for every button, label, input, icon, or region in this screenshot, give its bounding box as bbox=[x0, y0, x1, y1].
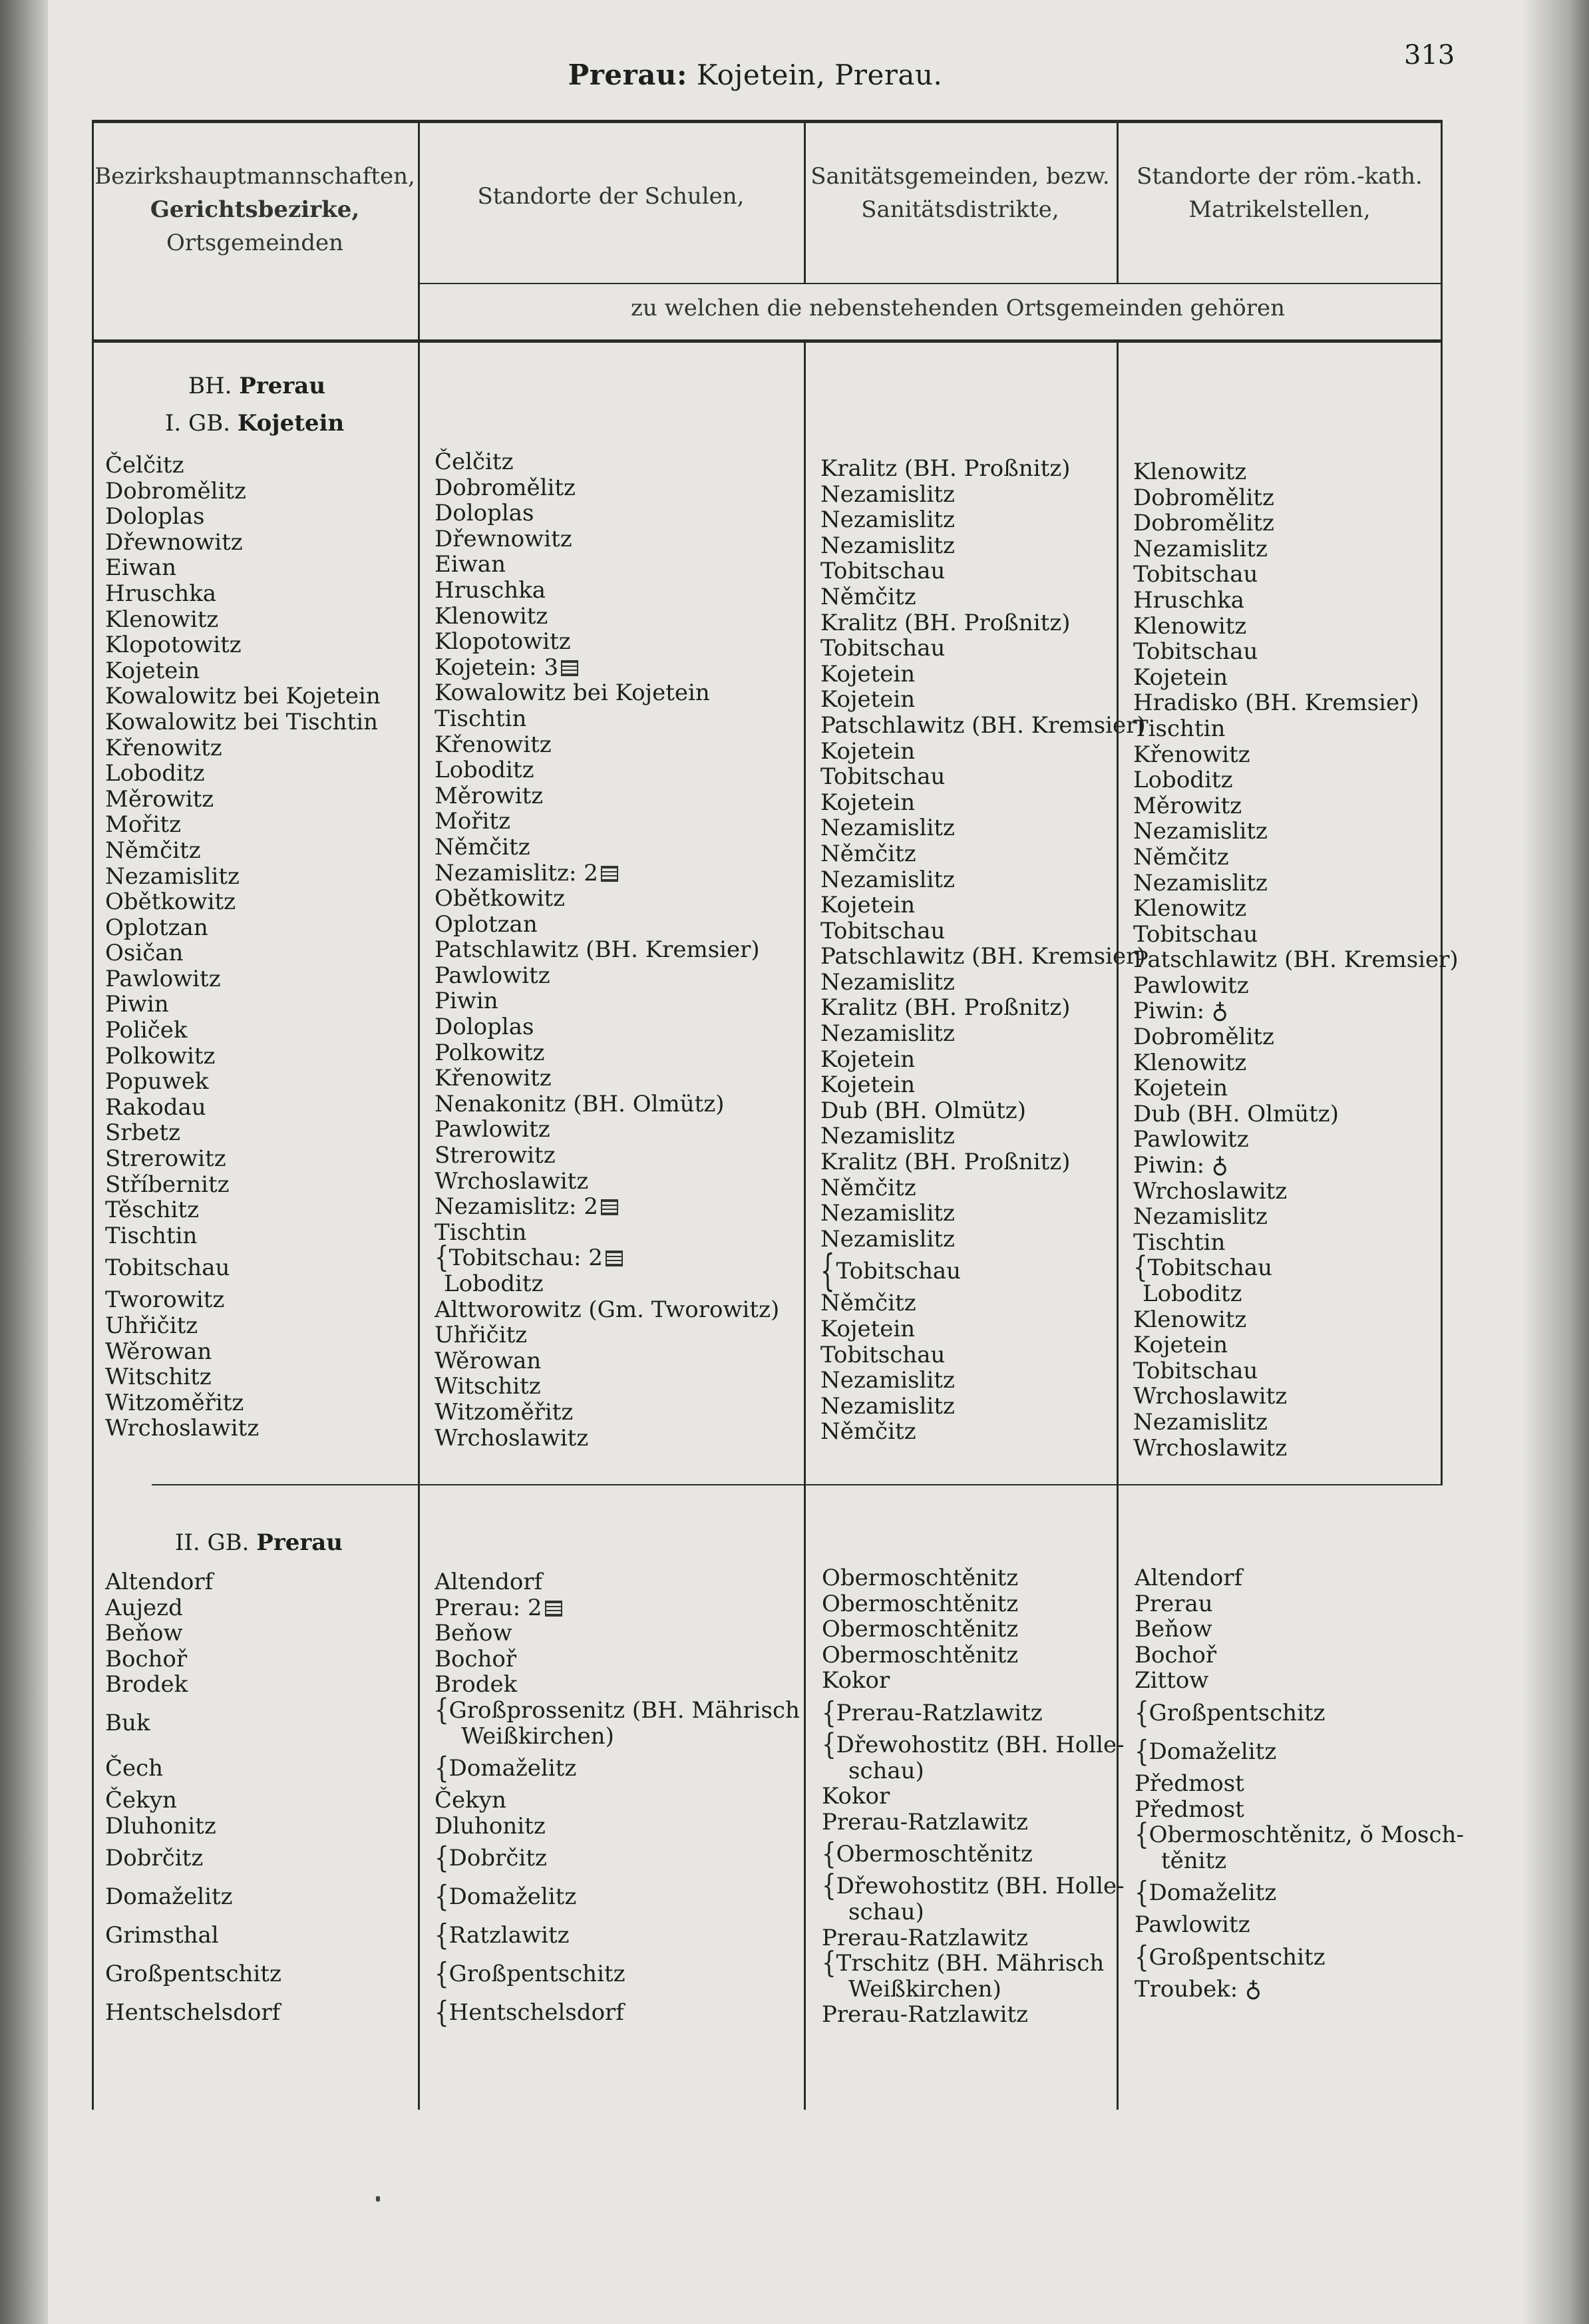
schule-entry: Wrchoslawitz bbox=[435, 1424, 589, 1452]
gemeinde-entry: Nezamislitz bbox=[105, 863, 240, 890]
matrikel-entry: Troubek: ♁ bbox=[1135, 1975, 1262, 2003]
section1-col-matrikel bbox=[1133, 459, 1459, 1461]
header-col4-line1: Standorte der röm.-kath. bbox=[1137, 163, 1423, 190]
gemeinde-entry: Tischtin bbox=[105, 1222, 198, 1249]
header-col-sanitaet bbox=[804, 160, 1117, 226]
schule-entry: Nenakonitz (BH. Olmütz) bbox=[435, 1090, 725, 1117]
header-note-rule bbox=[418, 283, 1443, 284]
schule-entry: Patschlawitz (BH. Kremsier) bbox=[435, 936, 760, 964]
schule-entry: Kojetein: 3 bbox=[435, 655, 779, 681]
school-icon bbox=[545, 1601, 562, 1617]
schule-entry: Weißkirchen) bbox=[461, 1722, 614, 1750]
sanitaet-entry: Obermoschtěnitz bbox=[822, 1565, 1019, 1591]
matrikel-entry: Nezamislitz bbox=[1133, 1408, 1268, 1436]
sanitaet-entry: {Trschitz (BH. Mährisch bbox=[822, 1946, 1105, 1981]
matrikel-entry: Němčitz bbox=[1133, 843, 1229, 871]
brace-mark: { bbox=[1135, 1939, 1149, 1975]
running-head bbox=[0, 59, 1510, 91]
schule-entry: Witschitz bbox=[435, 1373, 541, 1400]
school-icon bbox=[561, 660, 578, 676]
sanitaet-entry: Nezamislitz bbox=[820, 506, 955, 534]
sanitaet-entry: Tobitschau bbox=[820, 558, 946, 585]
sanitaet-entry: {Obermoschtěnitz bbox=[822, 1835, 1125, 1873]
matrikel-entry: Patschlawitz (BH. Kremsier) bbox=[1133, 946, 1459, 974]
table-left-rule bbox=[92, 120, 94, 2110]
brace-mark: { bbox=[1135, 1818, 1149, 1853]
matrikel-entry: Klenowitz bbox=[1133, 895, 1247, 922]
section-divider-2 bbox=[418, 1484, 1443, 1485]
matrikel-entry: Prerau bbox=[1135, 1590, 1213, 1617]
sanitaet-entry: Prerau-Ratzlawitz bbox=[822, 1808, 1029, 1836]
gemeinde-entry: Wěrowan bbox=[105, 1338, 212, 1365]
sanitaet-entry: Obermoschtěnitz bbox=[822, 1590, 1019, 1617]
sanitaet-entry: Weißkirchen) bbox=[848, 1975, 1001, 2003]
matrikel-entry: Tobitschau bbox=[1133, 920, 1258, 948]
sanitaet-entry: Kojetein bbox=[820, 1046, 916, 1073]
matrikel-entry: Bochoř bbox=[1135, 1641, 1217, 1668]
section1-gb-name: Kojetein bbox=[237, 410, 345, 437]
schule-entry: Nezamislitz: 2 bbox=[435, 861, 779, 886]
schule-entry: Wrchoslawitz bbox=[435, 1167, 589, 1195]
schule-entry: Křenowitz bbox=[435, 1065, 552, 1092]
sanitaet-entry: {Dřewohostitz (BH. Holle- bbox=[822, 1727, 1125, 1762]
gemeinde-entry: Kowalowitz bei Tischtin bbox=[105, 708, 378, 735]
sanitaet-entry: Nezamislitz bbox=[820, 1123, 955, 1150]
matrikel-entry: Piwin: ♁ bbox=[1133, 1152, 1228, 1179]
brace-mark: { bbox=[435, 1692, 449, 1728]
sanitaet-entry: Nezamislitz bbox=[820, 968, 955, 996]
sanitaet-entry: Kokor bbox=[822, 1783, 890, 1810]
matrikel-entry: Hruschka bbox=[1133, 586, 1245, 614]
schule-entry: Alttworowitz (Gm. Tworowitz) bbox=[435, 1296, 780, 1323]
brace-mark: { bbox=[822, 1946, 836, 1981]
brace-mark: { bbox=[435, 1241, 449, 1276]
schule-entry: Witzoměřitz bbox=[435, 1398, 574, 1426]
schule-entry-group bbox=[435, 1692, 800, 1750]
gemeinde-entry: Těschitz bbox=[105, 1197, 199, 1224]
gemeinde-entry: Hentschelsdorf bbox=[105, 1999, 281, 2027]
schule-entry: Čekyn bbox=[435, 1787, 506, 1814]
gemeinde-entry: Kowalowitz bei Kojetein bbox=[105, 683, 381, 710]
header-col-matrikel bbox=[1117, 160, 1443, 226]
page-number: 313 bbox=[1404, 40, 1455, 71]
schule-entry: Obětkowitz bbox=[435, 885, 566, 912]
matrikel-entry: Tobitschau bbox=[1133, 1357, 1258, 1384]
schule-entry: Beňow bbox=[435, 1620, 512, 1647]
sanitaet-entry: Nezamislitz bbox=[820, 1020, 955, 1048]
sanitaet-entry: Tobitschau bbox=[820, 1341, 946, 1368]
matrikel-entry: Zittow bbox=[1135, 1667, 1209, 1694]
brace-mark: { bbox=[820, 1246, 835, 1297]
matrikel-entry: Loboditz bbox=[1133, 767, 1233, 794]
gemeinde-entry: Klopotowitz bbox=[105, 632, 242, 659]
matrikel-entry: Klenowitz bbox=[1133, 1306, 1247, 1333]
matrikel-entry: Nezamislitz bbox=[1133, 1203, 1268, 1231]
table-top-rule bbox=[92, 120, 1443, 123]
gemeinde-entry: Čech bbox=[105, 1754, 164, 1782]
sanitaet-entry: Kralitz (BH. Proßnitz) bbox=[820, 609, 1071, 636]
sanitaet-entry: Prerau-Ratzlawitz bbox=[822, 2001, 1029, 2029]
sanitaet-entry: Nezamislitz bbox=[820, 532, 955, 559]
print-speck bbox=[376, 2196, 380, 2202]
schule-entry: Mořitz bbox=[435, 808, 510, 835]
gemeinde-entry: Popuwek bbox=[105, 1068, 209, 1095]
header-note: zu welchen die nebenstehenden Ortsgemeinden gehören bbox=[631, 295, 1285, 321]
sanitaet-entry: Němčitz bbox=[820, 1418, 916, 1446]
header-col3-line2: Sanitätsdistrikte, bbox=[861, 196, 1059, 223]
section1-gb-prefix: I. GB. bbox=[165, 410, 230, 437]
schule-entry: Bochoř bbox=[435, 1645, 517, 1672]
gemeinde-entry: Měrowitz bbox=[105, 785, 214, 813]
brace-mark: { bbox=[1135, 1734, 1149, 1769]
gemeinde-entry: Domaželitz bbox=[105, 1883, 233, 1911]
gemeinde-entry: Srbetz bbox=[105, 1119, 181, 1147]
sanitaet-entry: Kralitz (BH. Proßnitz) bbox=[820, 994, 1071, 1022]
sanitaet-entry: Patschlawitz (BH. Kremsier) bbox=[820, 943, 1146, 970]
schule-entry: {Großprossenitz (BH. Mährisch bbox=[435, 1692, 800, 1728]
section1-col-sanitaet bbox=[820, 456, 1146, 1445]
section-divider-1 bbox=[152, 1484, 458, 1485]
gemeinde-entry: Polkowitz bbox=[105, 1042, 216, 1069]
matrikel-entry: Tobitschau bbox=[1133, 638, 1258, 666]
matrikel-entry: Hradisko (BH. Kremsier) bbox=[1133, 689, 1419, 717]
schule-entry: Doloplas bbox=[435, 500, 534, 527]
matrikel-entry: {Domaželitz bbox=[1135, 1732, 1464, 1771]
sanitaet-entry: Dub (BH. Olmütz) bbox=[820, 1097, 1026, 1124]
gemeinde-entry: Rakodau bbox=[105, 1093, 206, 1121]
header-col1-line2: Gerichtsbezirke, bbox=[150, 196, 360, 223]
sanitaet-entry: Patschlawitz (BH. Kremsier) bbox=[820, 711, 1146, 739]
matrikel-entry: {Großpentschitz bbox=[1135, 1938, 1464, 1977]
schule-entry: Čelčitz bbox=[435, 449, 514, 475]
gemeinde-entry: Bochoř bbox=[105, 1645, 188, 1672]
gemeinde-entry: Witzoměřitz bbox=[105, 1389, 244, 1416]
schule-entry-group bbox=[435, 1241, 779, 1297]
sanitaet-entry-group bbox=[822, 1727, 1125, 1784]
sanitaet-entry-group bbox=[822, 1869, 1125, 1925]
matrikel-entry: Pawlowitz bbox=[1133, 972, 1249, 999]
matrikel-entry: Dobromělitz bbox=[1133, 484, 1274, 511]
schule-entry: Klenowitz bbox=[435, 602, 548, 630]
matrikel-entry-group bbox=[1135, 1818, 1464, 1874]
header-col3-line1: Sanitätsgemeinden, bezw. bbox=[810, 163, 1110, 190]
gemeinde-entry: Němčitz bbox=[105, 837, 201, 864]
brace-mark: { bbox=[435, 1751, 449, 1786]
schule-entry: Oplotzan bbox=[435, 910, 538, 938]
sanitaet-entry: Kojetein bbox=[820, 1071, 916, 1099]
gemeinde-entry: Piwin bbox=[105, 991, 169, 1018]
brace-mark: { bbox=[822, 1837, 836, 1872]
matrikel-entry: Wrchoslawitz bbox=[1133, 1177, 1288, 1205]
sanitaet-entry: Kojetein bbox=[820, 1316, 916, 1342]
section2-gb-heading bbox=[175, 1524, 343, 1561]
gemeinde-entry: Buk bbox=[105, 1709, 150, 1736]
gemeinde-entry: Tworowitz bbox=[105, 1286, 225, 1314]
matrikel-entry: Dub (BH. Olmütz) bbox=[1133, 1100, 1339, 1127]
brace-mark: { bbox=[822, 1869, 836, 1904]
section1-bh-prefix: BH. bbox=[188, 373, 232, 399]
matrikel-entry: Klenowitz bbox=[1133, 459, 1247, 485]
brace-mark: { bbox=[1135, 1695, 1149, 1730]
matrikel-entry: Dobromělitz bbox=[1133, 1024, 1274, 1051]
schule-entry: {Domaželitz bbox=[435, 1877, 800, 1916]
sanitaet-entry: Kralitz (BH. Proßnitz) bbox=[820, 1149, 1071, 1176]
sanitaet-entry: {Dřewohostitz (BH. Holle- bbox=[822, 1869, 1125, 1904]
matrikel-entry: Tischtin bbox=[1133, 715, 1226, 742]
sanitaet-entry: Kojetein bbox=[820, 686, 916, 713]
gemeinde-entry: Mořitz bbox=[105, 811, 181, 839]
gemeinde-entry: Strerowitz bbox=[105, 1145, 226, 1173]
schule-entry: {Domaželitz bbox=[435, 1749, 800, 1788]
section1-gb-heading bbox=[165, 405, 344, 442]
schule-entry: Tischtin bbox=[435, 1219, 527, 1246]
sanitaet-entry: Kokor bbox=[822, 1667, 890, 1694]
brace-mark: { bbox=[1135, 1875, 1149, 1911]
schule-entry: Brodek bbox=[435, 1671, 518, 1698]
matrikel-entry: Altendorf bbox=[1135, 1565, 1243, 1591]
gemeinde-entry: Großpentschitz bbox=[105, 1961, 281, 1988]
gemeinde-entry: Loboditz bbox=[105, 760, 205, 787]
schule-entry: {Ratzlawitz bbox=[435, 1916, 800, 1955]
gemeinde-entry: Wrchoslawitz bbox=[105, 1415, 260, 1442]
sanitaet-entry: Nezamislitz bbox=[820, 815, 955, 842]
gemeinde-entry: Osičan bbox=[105, 940, 184, 967]
page-edge-shadow bbox=[1522, 0, 1589, 2324]
schule-entry: Nezamislitz: 2 bbox=[435, 1194, 779, 1220]
sanitaet-entry: schau) bbox=[848, 1757, 924, 1784]
col-rule-2 bbox=[804, 343, 806, 2110]
schule-entry: Loboditz bbox=[435, 757, 534, 784]
schule-entry: Dřewnowitz bbox=[435, 525, 572, 552]
matrikel-entry: Wrchoslawitz bbox=[1133, 1383, 1288, 1410]
sanitaet-entry: Nezamislitz bbox=[820, 1200, 955, 1227]
section1-col-schulen bbox=[435, 449, 779, 1451]
matrikel-entry: Kojetein bbox=[1133, 664, 1228, 691]
col-rule-1 bbox=[418, 120, 420, 2110]
book-binding-edge bbox=[0, 0, 48, 2324]
schule-entry: Hruschka bbox=[435, 576, 546, 604]
matrikel-entry: Předmost bbox=[1135, 1796, 1244, 1823]
matrikel-entry: Pawlowitz bbox=[1133, 1126, 1249, 1153]
gemeinde-entry: Dobromělitz bbox=[105, 477, 246, 504]
gemeinde-entry: Beňow bbox=[105, 1620, 183, 1647]
matrikel-entry: Dobromělitz bbox=[1133, 510, 1274, 537]
schule-entry: Doloplas bbox=[435, 1014, 534, 1041]
sanitaet-entry: Tobitschau bbox=[820, 763, 946, 791]
table-right-rule bbox=[1441, 120, 1443, 343]
gemeinde-entry: Hruschka bbox=[105, 580, 217, 607]
schule-entry: Polkowitz bbox=[435, 1039, 545, 1066]
gemeinde-entry: Uhřičitz bbox=[105, 1312, 198, 1339]
gemeinde-entry: Kojetein bbox=[105, 657, 200, 684]
gemeinde-entry: Doloplas bbox=[105, 503, 205, 530]
schule-entry: Loboditz bbox=[444, 1270, 544, 1297]
gemeinde-entry: Dřewnowitz bbox=[105, 528, 243, 556]
matrikel-entry: Křenowitz bbox=[1133, 741, 1250, 768]
gemeinde-entry: Tobitschau bbox=[105, 1255, 230, 1282]
gemeinde-entry: Brodek bbox=[105, 1671, 188, 1698]
matrikel-entry: těnitz bbox=[1161, 1847, 1227, 1874]
section1-bh-name: Prerau bbox=[239, 373, 326, 399]
sanitaet-entry: schau) bbox=[848, 1898, 924, 1925]
matrikel-entry: Nezamislitz bbox=[1133, 535, 1268, 562]
gemeinde-entry: Poliček bbox=[105, 1017, 188, 1044]
schule-entry: Dobromělitz bbox=[435, 474, 576, 501]
sanitaet-entry: Němčitz bbox=[820, 583, 916, 610]
brace-mark: { bbox=[435, 1957, 449, 1992]
brace-mark: { bbox=[822, 1695, 836, 1730]
schule-entry: Prerau: 2 bbox=[435, 1595, 800, 1621]
matrikel-entry-group bbox=[1133, 1251, 1459, 1307]
section2-col-sanitaet bbox=[822, 1565, 1125, 2028]
sanitaet-entry: Kojetein bbox=[820, 737, 916, 765]
matrikel-entry: Kojetein bbox=[1133, 1075, 1228, 1102]
brace-mark: { bbox=[435, 1995, 449, 2031]
sanitaet-entry: Kralitz (BH. Proßnitz) bbox=[820, 455, 1071, 482]
sanitaet-entry: Obermoschtěnitz bbox=[822, 1641, 1019, 1668]
schule-entry: Klopotowitz bbox=[435, 628, 571, 656]
schule-entry: Měrowitz bbox=[435, 782, 544, 809]
schule-entry: {Tobitschau: 2 bbox=[435, 1245, 779, 1271]
header-col4-line2: Matrikelstellen, bbox=[1188, 196, 1371, 223]
brace-mark: { bbox=[822, 1727, 836, 1762]
brace-mark: { bbox=[435, 1918, 449, 1953]
sanitaet-entry: Kojetein bbox=[820, 892, 916, 919]
schule-entry: Pawlowitz bbox=[435, 962, 550, 989]
matrikel-entry: Klenowitz bbox=[1133, 612, 1247, 640]
matrikel-entry: Piwin: ♁ bbox=[1133, 998, 1228, 1025]
header-col-schulen bbox=[418, 180, 804, 213]
schule-entry: Dluhonitz bbox=[435, 1812, 546, 1840]
gemeinde-entry: Grimsthal bbox=[105, 1922, 219, 1949]
matrikel-entry: Tischtin bbox=[1133, 1229, 1226, 1256]
sanitaet-entry: Tobitschau bbox=[820, 917, 946, 944]
gemeinde-entry: Pawlowitz bbox=[105, 965, 221, 992]
schule-entry: Pawlowitz bbox=[435, 1116, 550, 1143]
sanitaet-entry: Kojetein bbox=[820, 660, 916, 687]
matrikel-entry: Měrowitz bbox=[1133, 792, 1242, 819]
sanitaet-entry: Nezamislitz bbox=[820, 1225, 955, 1253]
matrikel-entry: Nezamislitz bbox=[1133, 869, 1268, 896]
school-icon bbox=[601, 1199, 618, 1215]
matrikel-entry: {Obermoschtěnitz, ŏ Mosch- bbox=[1135, 1818, 1464, 1853]
school-icon bbox=[601, 866, 618, 882]
gemeinde-entry: Čekyn bbox=[105, 1786, 177, 1814]
schule-entry: Strerowitz bbox=[435, 1142, 556, 1169]
sanitaet-entry: Prerau-Ratzlawitz bbox=[822, 1924, 1029, 1951]
schule-entry: {Hentschelsdorf bbox=[435, 1993, 800, 2032]
schule-entry: Piwin bbox=[435, 988, 498, 1015]
matrikel-entry: Předmost bbox=[1135, 1770, 1244, 1797]
schule-entry: {Dobrčitz bbox=[435, 1839, 800, 1877]
section2-gb-prefix: II. GB. bbox=[175, 1529, 250, 1556]
sanitaet-entry: Nezamislitz bbox=[820, 481, 955, 508]
section1-col-gemeinden bbox=[105, 453, 381, 1442]
sanitaet-entry: Nezamislitz bbox=[820, 1367, 955, 1394]
register-table bbox=[92, 120, 1464, 2110]
gemeinde-entry: Dobrčitz bbox=[105, 1845, 204, 1872]
brace-mark: { bbox=[435, 1879, 449, 1915]
gemeinde-entry: Witschitz bbox=[105, 1364, 212, 1391]
schule-entry: Tischtin bbox=[435, 705, 527, 732]
gemeinde-entry: Čelčitz bbox=[105, 452, 184, 479]
matrikel-entry: Pawlowitz bbox=[1135, 1911, 1250, 1939]
sanitaet-entry: Němčitz bbox=[820, 840, 916, 867]
schule-entry: Uhřičitz bbox=[435, 1322, 528, 1349]
brace-mark: { bbox=[435, 1841, 449, 1876]
section2-col-matrikel bbox=[1135, 1565, 1464, 2003]
section2-gb-name: Prerau bbox=[256, 1529, 343, 1556]
matrikel-entry: Tobitschau bbox=[1133, 561, 1258, 588]
sanitaet-entry: {Tobitschau bbox=[820, 1252, 1146, 1290]
gemeinde-entry: Obětkowitz bbox=[105, 888, 236, 916]
gemeinde-entry: Oplotzan bbox=[105, 914, 208, 941]
schule-entry: Kowalowitz bei Kojetein bbox=[435, 679, 710, 707]
matrikel-entry: {Tobitschau bbox=[1133, 1251, 1273, 1286]
matrikel-entry: Beňow bbox=[1135, 1616, 1212, 1643]
matrikel-entry: {Domaželitz bbox=[1135, 1873, 1464, 1912]
schule-entry: Eiwan bbox=[435, 551, 506, 578]
matrikel-entry: {Großpentschitz bbox=[1135, 1694, 1464, 1732]
running-head-rest: Kojetein, Prerau. bbox=[687, 59, 943, 91]
sanitaet-entry: Nezamislitz bbox=[820, 1392, 955, 1420]
header-col1-line3: Ortsgemeinden bbox=[166, 230, 344, 256]
sanitaet-entry: {Prerau-Ratzlawitz bbox=[822, 1694, 1125, 1732]
gemeinde-entry: Dluhonitz bbox=[105, 1812, 216, 1840]
sanitaet-entry: Němčitz bbox=[820, 1174, 916, 1201]
header-col2-line1: Standorte der Schulen, bbox=[477, 183, 745, 210]
school-icon bbox=[606, 1251, 623, 1266]
gemeinde-entry: Eiwan bbox=[105, 554, 176, 582]
section2-col-schulen bbox=[435, 1569, 800, 2032]
header-bottom-rule bbox=[92, 339, 1443, 343]
brace-mark: { bbox=[1133, 1251, 1148, 1286]
matrikel-entry: Wrchoslawitz bbox=[1133, 1434, 1288, 1461]
gemeinde-entry: Altendorf bbox=[105, 1569, 214, 1595]
matrikel-entry: Nezamislitz bbox=[1133, 818, 1268, 845]
matrikel-entry: Loboditz bbox=[1143, 1280, 1242, 1307]
sanitaet-entry-group bbox=[822, 1946, 1125, 2003]
matrikel-entry: Kojetein bbox=[1133, 1332, 1228, 1359]
schule-entry: Altendorf bbox=[435, 1569, 543, 1595]
section2-col-gemeinden bbox=[105, 1569, 281, 2032]
gemeinde-entry: Křenowitz bbox=[105, 734, 222, 761]
sanitaet-entry: Obermoschtěnitz bbox=[822, 1616, 1019, 1643]
sanitaet-entry: Tobitschau bbox=[820, 635, 946, 662]
schule-entry: {Großpentschitz bbox=[435, 1955, 800, 1993]
schule-entry: Němčitz bbox=[435, 833, 530, 861]
sanitaet-entry: Němčitz bbox=[820, 1290, 916, 1317]
sanitaet-entry: Kojetein bbox=[820, 789, 916, 816]
gemeinde-entry: Stříbernitz bbox=[105, 1171, 230, 1198]
sanitaet-entry: Nezamislitz bbox=[820, 866, 955, 893]
schule-entry: Wěrowan bbox=[435, 1347, 542, 1374]
gemeinde-entry: Klenowitz bbox=[105, 606, 219, 633]
running-head-bold: Prerau: bbox=[568, 59, 687, 91]
schule-entry: Křenowitz bbox=[435, 731, 552, 758]
gemeinde-entry: Aujezd bbox=[105, 1594, 183, 1621]
header-col-gemeinden bbox=[92, 160, 418, 260]
header-col1-line1: Bezirkshauptmannschaften, bbox=[94, 163, 415, 190]
section1-bh-heading bbox=[188, 367, 325, 405]
matrikel-entry: Klenowitz bbox=[1133, 1049, 1247, 1076]
